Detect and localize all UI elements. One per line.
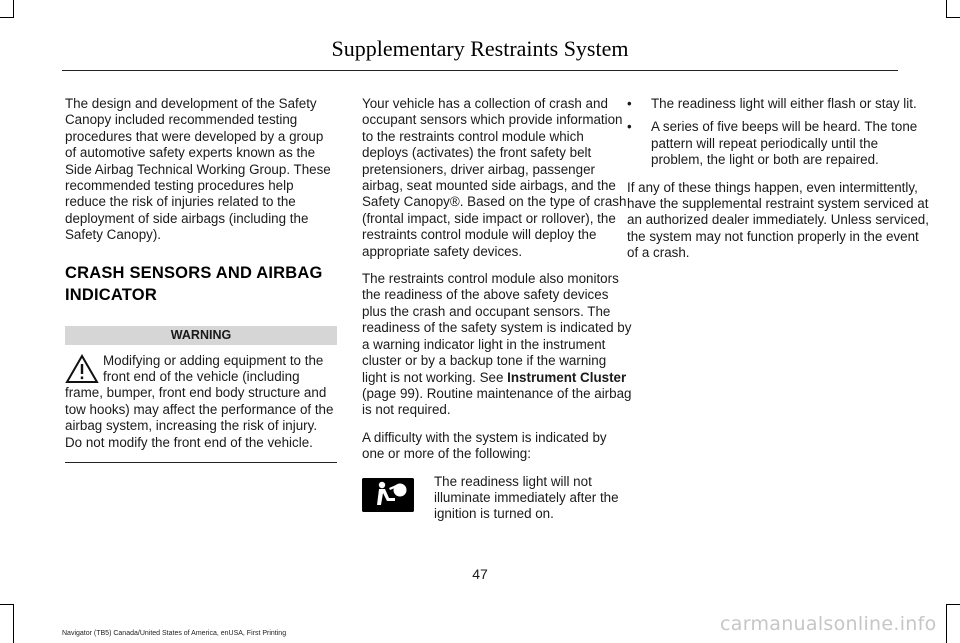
page-title: Supplementary Restraints System <box>331 36 629 61</box>
warning-divider <box>65 462 337 463</box>
list-item-text: The readiness light will either flash or stay lit. <box>651 96 917 111</box>
service-paragraph: If any of these things happen, even intermittently, have the supplemental restraint system serviced at an authorized dealer immediately. Unless serviced, the system may not function properly in the event of a crash. <box>627 179 929 261</box>
footer-text: Navigator (TB5) Canada/United States of America, enUSA, First Printing <box>62 630 287 637</box>
watermark: carmanualsonline.info <box>720 613 937 635</box>
bullet-glyph: • <box>627 119 632 135</box>
monitor-text-end: (page 99). Routine maintenance of the airbag is not required. <box>362 385 632 418</box>
warning-label: WARNING <box>65 326 337 345</box>
crop-mark-top-left-v <box>13 0 14 18</box>
intro-paragraph: The design and development of the Safety Canopy included recommended testing procedures that were developed by a group of automotive safety experts known as the Side Airbag Technical Working Group. These recommended testing procedures help reduce the risk of injuries related to the deployment of side airbags (including the Safety Canopy). <box>65 96 331 243</box>
header-divider <box>62 70 898 71</box>
column-right <box>627 96 929 273</box>
instrument-cluster-link[interactable]: Instrument Cluster <box>507 369 627 385</box>
monitor-paragraph <box>362 271 632 419</box>
symptom-list <box>627 96 929 169</box>
monitor-text-start: The restraints control module also monitors the readiness of the above safety devices plus the crash and occupant sensors. The readiness of the safety system is indicated by a warning indicator light in the instrument cluster or by a backup tone if the warning light is not working. See <box>362 271 632 385</box>
sensors-paragraph: Your vehicle has a collection of crash and occupant sensors which provide information to the restraints control module which deploys (activates) the front safety belt pretensioners, driver airbag, passenger airbag, seat mounted side airbags, and the Safety Canopy®. Based on the type of crash (frontal impact, side impact or rollover), the restraints control module will deploy the appropriate safety devices. <box>362 96 627 259</box>
list-item <box>627 96 929 112</box>
bullet-glyph: • <box>627 96 632 111</box>
difficulty-paragraph: A difficulty with the system is indicated by one or more of the following: <box>362 429 607 462</box>
section-heading <box>65 262 337 306</box>
airbag-indicator-row <box>362 474 632 523</box>
list-item <box>627 119 929 168</box>
section-heading-line2: INDICATOR <box>65 285 157 304</box>
column-middle <box>362 96 632 523</box>
crop-mark-bottom-right-v <box>946 604 947 643</box>
crop-mark-top-right-h <box>946 17 960 18</box>
warning-box <box>65 326 337 463</box>
list-item-text: A series of five beeps will be heard. The tone pattern will repeat periodically until the problem, the light or both are repaired. <box>651 119 918 168</box>
section-heading-line1: CRASH SENSORS AND AIRBAG <box>65 263 323 282</box>
crop-mark-top-right-v <box>946 0 947 18</box>
column-left <box>65 96 337 463</box>
warning-triangle-icon <box>65 354 99 384</box>
page-number: 47 <box>472 566 488 582</box>
crop-mark-bottom-left-h <box>0 604 14 605</box>
warning-text: Modifying or adding equipment to the front end of the vehicle (including frame, bumper, front end body structure and tow hooks) may affect the performance of the airbag system, increasing the risk of injury. Do not modify the front end of the vehicle. <box>65 352 334 450</box>
crop-mark-bottom-left-v <box>13 604 14 643</box>
airbag-indicator-icon <box>362 478 414 512</box>
crop-mark-bottom-right-h <box>946 604 960 605</box>
crop-mark-top-left-h <box>0 17 14 18</box>
airbag-indicator-text: The readiness light will not illuminate immediately after the ignition is turned on. <box>434 473 619 522</box>
